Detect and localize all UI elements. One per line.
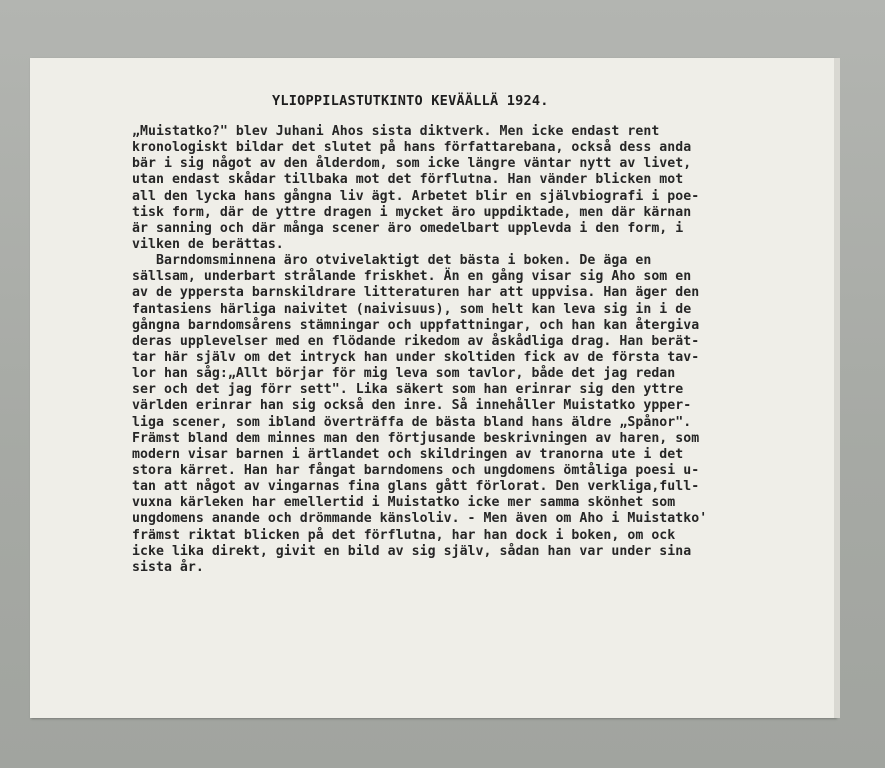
text-line: ungdomens anande och drömmande känsloliv. - Men även om Aho i Muistatko': [132, 511, 708, 527]
text-line: tar här själv om det intryck han under skoltiden fick av de första tav-: [132, 349, 700, 365]
text-line: „Muistatko?" blev Juhani Ahos sista diktverk. Men icke endast rent: [132, 124, 660, 139]
text-line: deras upplevelser med en flödande rikedom av åskådliga drag. Han berät-: [132, 333, 700, 349]
text-line: är sanning och där många scener äro omedelbart upplevda i den form, i: [132, 220, 684, 236]
text-line: världen erinrar han sig också den inre. Så innehåller Muistatko ypper-: [132, 398, 692, 414]
text-line: främst riktat blicken på det förflutna, har han dock i boken, om ock: [132, 527, 676, 543]
text-line: utan endast skådar tillbaka mot det förflutna. Han vänder blicken mot: [132, 172, 684, 188]
document-body: [132, 124, 812, 576]
text-line: ser och det jag förr sett". Lika säkert som han erinrar sig den yttre: [132, 382, 684, 398]
text-line: av de yppersta barnskildrare litteraturen har att uppvisa. Han äger den: [132, 285, 700, 301]
text-line: tisk form, där de yttre dragen i mycket äro uppdiktade, men där kärnan: [132, 204, 692, 220]
text-line: Barndomsminnena äro otvivelaktigt det bästa i boken. De äga en: [132, 253, 652, 269]
text-line: Främst bland dem minnes man den förtjusande beskrivningen av haren, som: [132, 430, 700, 446]
text-line: kronologiskt bildar det slutet på hans författarebana, också dess anda: [132, 140, 692, 156]
text-line: all den lycka hans gångna liv ägt. Arbetet blir en självbiografi i poe-: [132, 188, 700, 204]
document-heading: YLIOPPILASTUTKINTO KEVÄÄLLÄ 1924.: [272, 93, 549, 109]
text-line: liga scener, som ibland överträffa de bästa bland hans äldre „Spånor".: [132, 414, 692, 430]
text-line: vuxna kärleken har emellertid i Muistatko icke mer samma skönhet som: [132, 495, 676, 511]
page-edge: [834, 58, 840, 718]
text-line: sista år.: [132, 559, 204, 575]
text-line: tan att något av vingarnas fina glans gått förlorat. Den verkliga,full-: [132, 479, 700, 495]
text-line: modern visar barnen i ärtlandet och skildringen av tranorna ute i det: [132, 446, 684, 462]
text-line: bär i sig något av den ålderdom, som icke längre väntar nytt av livet,: [132, 156, 692, 172]
text-line: sällsam, underbart strålande friskhet. Än en gång visar sig Aho som en: [132, 269, 692, 285]
text-line: stora kärret. Han har fångat barndomens och ungdomens ömtåliga poesi u-: [132, 462, 700, 478]
text-line: fantasiens härliga naivitet (naivisuus), som helt kan leva sig in i de: [132, 301, 692, 317]
text-line: vilken de berättas.: [132, 236, 284, 252]
text-line: icke lika direkt, givit en bild av sig själv, sådan han var under sina: [132, 543, 692, 559]
text-line: lor han såg:„Allt börjar för mig leva som tavlor, både det jag redan: [132, 366, 676, 382]
text-line: gångna barndomsårens stämningar och uppfattningar, och han kan återgiva: [132, 317, 700, 333]
